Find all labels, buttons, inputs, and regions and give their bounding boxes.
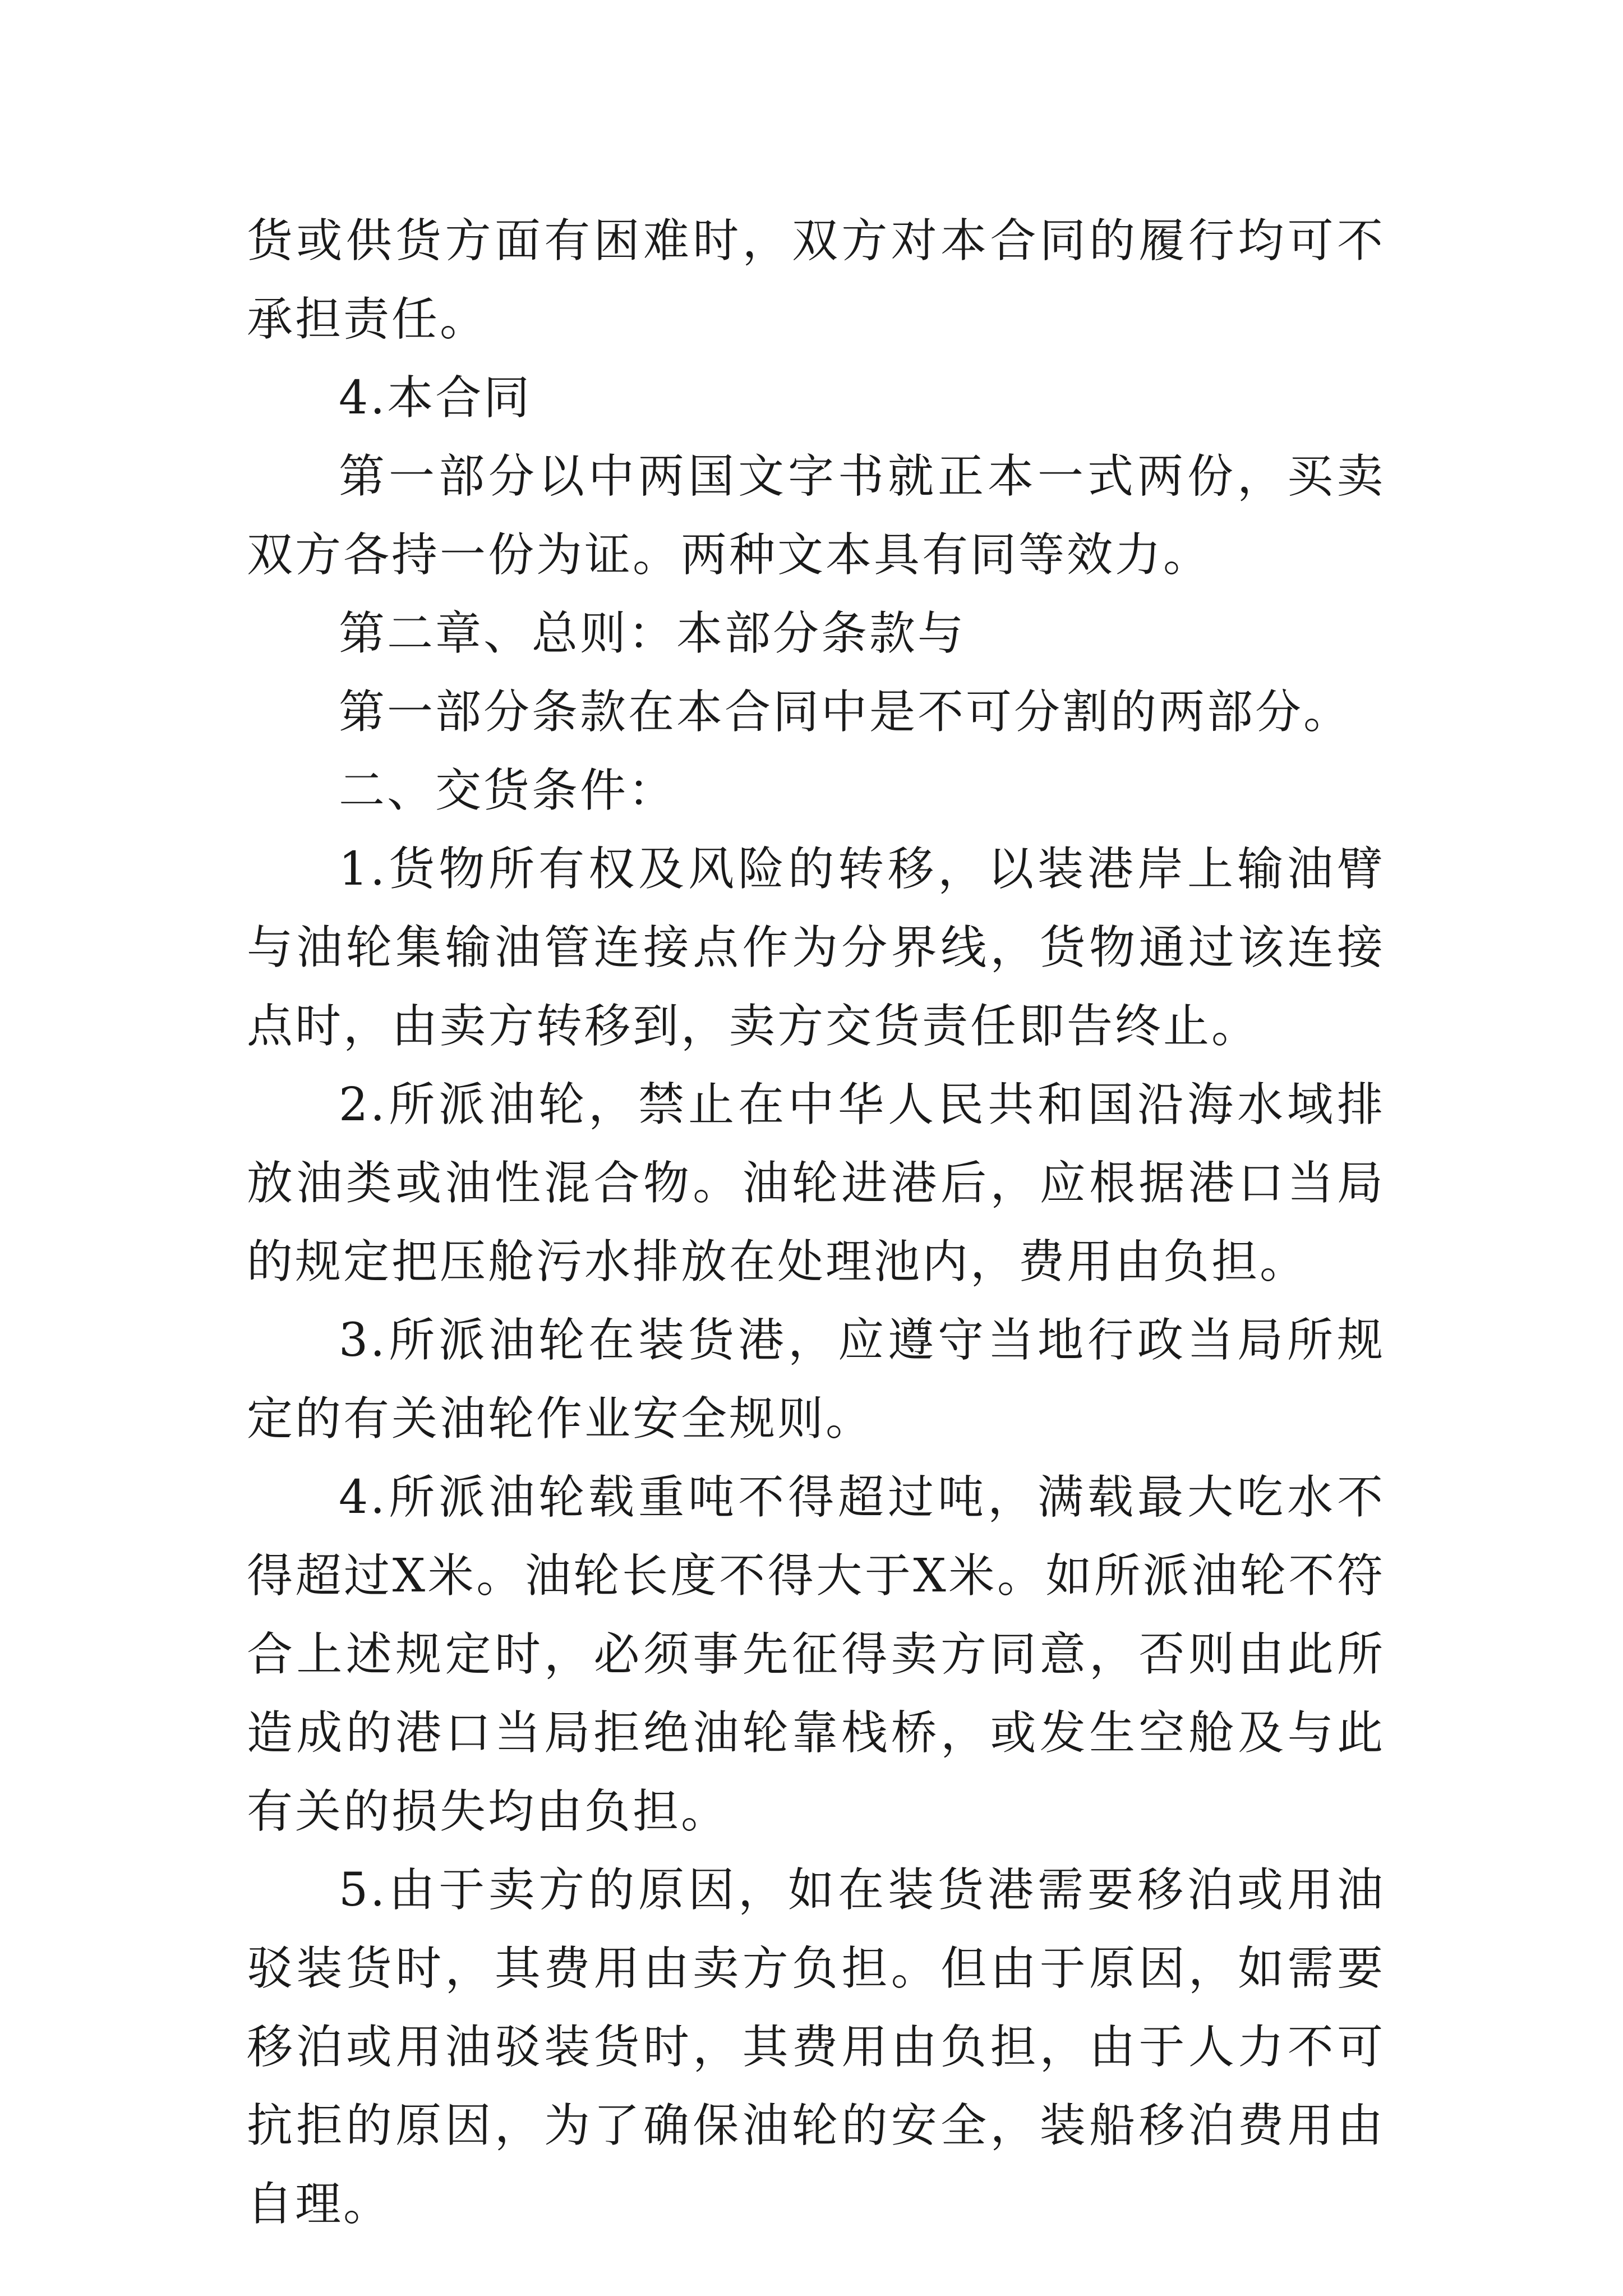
section-heading-delivery-terms: 二、交货条件： bbox=[339, 764, 677, 817]
paragraph-force-majeure-continuation: 货或供货方面有困难时，双方对本合同的履行均可不承担责任。 bbox=[247, 214, 1385, 346]
paragraph-delivery-item-2: 2.所派油轮，禁止在中华人民共和国沿海水域排放油类或油性混合物。油轮进港后，应根据港口当局的规定把压舱污水排放在处理池内，费用由负担。 bbox=[247, 1078, 1385, 1289]
paragraph-delivery-item-5: 5.由于卖方的原因，如在装货港需要移泊或用油驳装货时，其费用由卖方负担。但由于原因，如需要移泊或用油驳装货时，其费用由负担，由于人力不可抗拒的原因，为了确保油轮的安全，装船移泊费用由自理。 bbox=[247, 1864, 1385, 2231]
paragraph-chapter-two-general: 第二章、总则：本部分条款与 bbox=[339, 607, 966, 660]
paragraph-clause-4-heading: 4.本合同 bbox=[339, 371, 532, 425]
document-body bbox=[247, 202, 1385, 2244]
paragraph-delivery-item-3: 3.所派油轮在装货港，应遵守当地行政当局所规定的有关油轮作业安全规则。 bbox=[247, 1314, 1385, 1446]
paragraph-delivery-item-4: 4.所派油轮载重吨不得超过吨，满载最大吃水不得超过X米。油轮长度不得大于X米。如所派油轮不符合上述规定时，必须事先征得卖方同意，否则由此所造成的港口当局拒绝油轮靠栈桥，或发生空舱及与此有关的损失均由负担。 bbox=[247, 1471, 1385, 1838]
paragraph-copies-validity: 第一部分以中两国文字书就正本一式两份，买卖双方各持一份为证。两种文本具有同等效力。 bbox=[247, 450, 1385, 582]
paragraph-delivery-item-1: 1.货物所有权及风险的转移，以装港岸上输油臂与油轮集输油管连接点作为分界线，货物通过该连接点时，由卖方转移到，卖方交货责任即告终止。 bbox=[247, 843, 1385, 1053]
paragraph-inseparable-parts: 第一部分条款在本合同中是不可分割的两部分。 bbox=[339, 685, 1352, 739]
